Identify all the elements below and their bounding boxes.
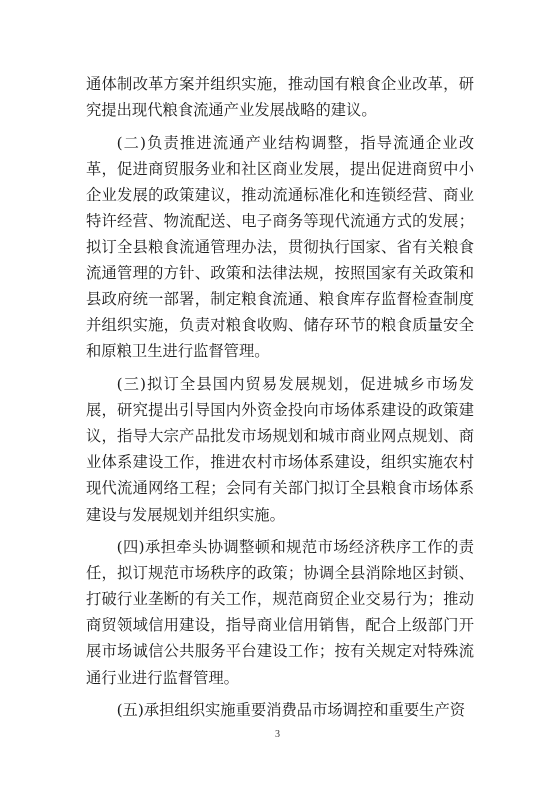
paragraph-item-3: (三)拟订全县国内贸易发展规划，促进城乡市场发展，研究提出引导国内外资金投向市场体系建设的政策建议，指导大宗产品批发市场规划和城市商业网点规划、商业体系建设工作，推进农村市场体系建设，组织实施农村现代流通网络工程；会同有关部门拟订全县粮食市场体系建设与发展规划并组织实施。 [86, 375, 474, 524]
paragraph-continuation: 通体制改革方案并组织实施，推动国有粮食企业改革，研究提出现代粮食流通产业发展战略的建议。 [86, 75, 474, 120]
document-body [86, 71, 474, 730]
page-number: 3 [275, 729, 280, 740]
paragraph-item-2: (二)负责推进流通产业结构调整，指导流通企业改革，促进商贸服务业和社区商业发展，提出促进商贸中小企业发展的政策建议，推动流通标准化和连锁经营、商业特许经营、物流配送、电子商务等现代流通方式的发展；拟订全县粮食流通管理办法，贯彻执行国家、省有关粮食流通管理的方针、政策和法律法规，按照国家有关政策和县政府统一部署，制定粮食流通、粮食库存监督检查制度并组织实施，负责对粮食收购、储存环节的粮食质量安全和原粮卫生进行监督管理。 [86, 133, 474, 361]
paragraph-item-4: (四)承担牵头协调整顿和规范市场经济秩序工作的责任，拟订规范市场秩序的政策；协调全县消除地区封锁、打破行业垄断的有关工作，规范商贸企业交易行为；推动商贸领域信用建设，指导商业信用销售，配合上级部门开展市场诚信公共服务平台建设工作；按有关规定对特殊流通行业进行监督管理。 [86, 538, 474, 687]
paragraph-item-5: (五)承担组织实施重要消费品市场调控和重要生产资 [116, 701, 466, 720]
